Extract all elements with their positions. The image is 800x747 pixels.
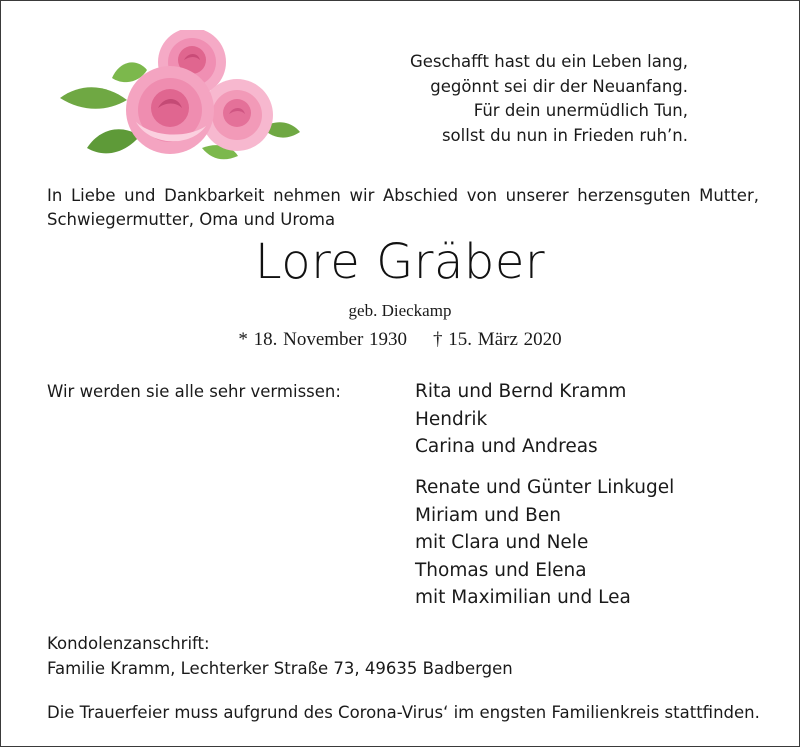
poem-line: gegönnt sei dir der Neuanfang.	[430, 76, 688, 96]
mourner-line: Thomas und Elena	[415, 559, 587, 581]
mourner-line: Hendrik	[415, 408, 488, 430]
life-dates	[0, 329, 800, 351]
birth-date: * 18. November 1930	[238, 329, 408, 350]
mourners-label: Wir werden sie alle sehr vermissen:	[47, 382, 341, 401]
death-date: † 15. März 2020	[433, 329, 562, 350]
poem-line: sollst du nun in Frieden ruh’n.	[441, 125, 688, 145]
poem	[410, 50, 688, 148]
poem-line: Für dein unermüdlich Tun,	[473, 101, 688, 120]
maiden-name: geb. Dieckamp	[348, 301, 452, 320]
condolence-address: Familie Kramm, Lechterker Straße 73, 49635 Badbergen	[47, 658, 513, 678]
roses-image	[52, 30, 302, 165]
mourner-line: mit Maximilian und Lea	[415, 587, 631, 608]
ceremony-note: Die Trauerfeier muss aufgrund des Corona-Virus‘ im engsten Familienkreis stattfinden.	[47, 703, 760, 722]
condolence-block	[47, 632, 513, 681]
mourners-group-2	[415, 474, 674, 612]
mourner-line: Miriam und Ben	[415, 504, 561, 526]
mourner-line: Carina und Andreas	[415, 436, 598, 457]
mourner-line: Rita und Bernd Kramm	[415, 381, 627, 402]
mourner-line: mit Clara und Nele	[415, 532, 589, 553]
intro-text: In Liebe und Dankbarkeit nehmen wir Abschied von unserer herzensguten Mutter, Schwiegermutter, Oma und Uroma	[47, 186, 759, 229]
mourner-line: Renate und Günter Linkugel	[415, 477, 675, 498]
condolence-label: Kondolenzanschrift:	[47, 634, 210, 653]
deceased-name: Lore Gräber	[254, 234, 546, 290]
poem-line: Geschafft hast du ein Leben lang,	[409, 52, 688, 71]
mourners-group-1	[415, 378, 626, 461]
